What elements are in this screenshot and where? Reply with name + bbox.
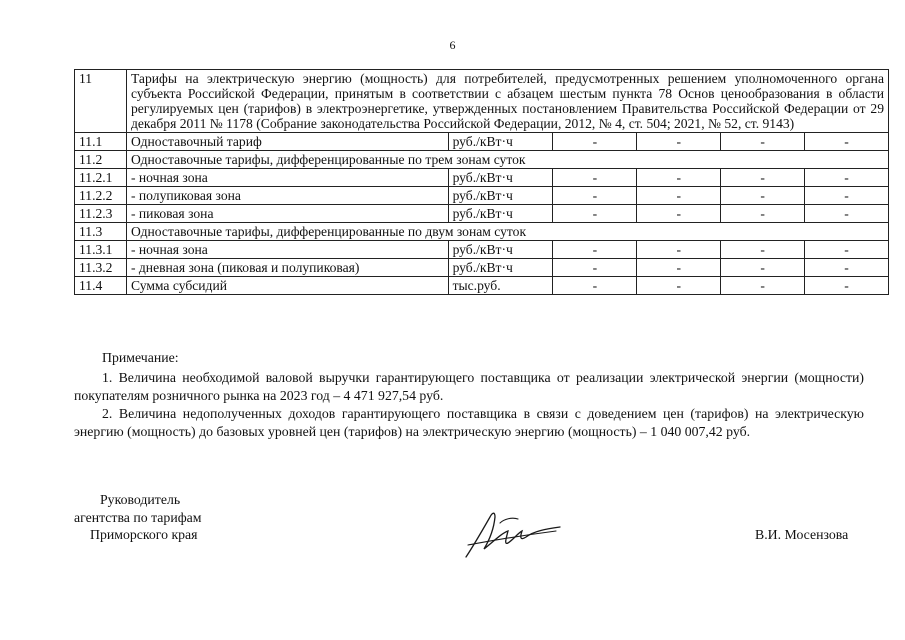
row-name: - дневная зона (пиковая и полупиковая): [126, 259, 448, 277]
row-name: - пиковая зона: [126, 205, 448, 223]
row-value: -: [805, 259, 889, 277]
table-row: [75, 241, 889, 259]
row-number: 11: [75, 70, 127, 133]
table-row: [75, 133, 889, 151]
row-value: -: [553, 169, 637, 187]
note-item-2: 2. Величина недополученных доходов гарантирующего поставщика в связи с доведением цен (тарифов) на электрическую энергию (мощность) до базовых уровней цен (тарифов) на электрическую энергию (мощность) – 1 040 007,42 руб.: [74, 406, 864, 439]
row-value: -: [721, 259, 805, 277]
table-row: [75, 169, 889, 187]
row-value: -: [637, 187, 721, 205]
row-value: -: [805, 205, 889, 223]
row-group-name: Одноставочные тарифы, дифференцированные по трем зонам суток: [126, 151, 888, 169]
signatory-line-3: Приморского края: [90, 527, 198, 542]
row-unit: руб./кВт·ч: [448, 169, 553, 187]
table-row: [75, 187, 889, 205]
row-value: -: [637, 205, 721, 223]
table-row-section: [75, 70, 889, 133]
table-row-group: [75, 151, 889, 169]
row-value: -: [637, 277, 721, 295]
row-group-name: Одноставочные тарифы, дифференцированные по двум зонам суток: [126, 223, 888, 241]
row-value: -: [721, 169, 805, 187]
handwritten-signature: [460, 505, 565, 563]
row-name: - ночная зона: [126, 169, 448, 187]
row-unit: тыс.руб.: [448, 277, 553, 295]
row-value: -: [553, 259, 637, 277]
row-value: -: [553, 187, 637, 205]
row-value: -: [637, 133, 721, 151]
row-unit: руб./кВт·ч: [448, 187, 553, 205]
row-value: -: [637, 259, 721, 277]
row-value: -: [553, 205, 637, 223]
row-value: -: [805, 187, 889, 205]
row-number: 11.3.1: [75, 241, 127, 259]
tariff-table: [74, 69, 889, 295]
row-number: 11.1: [75, 133, 127, 151]
table-row-group: [75, 223, 889, 241]
row-value: -: [553, 277, 637, 295]
row-name: - ночная зона: [126, 241, 448, 259]
row-name: Одноставочный тариф: [126, 133, 448, 151]
row-unit: руб./кВт·ч: [448, 205, 553, 223]
signatory-line-1: Руководитель: [100, 492, 181, 507]
row-number: 11.3: [75, 223, 127, 241]
row-number: 11.2: [75, 151, 127, 169]
row-name: Сумма субсидий: [126, 277, 448, 295]
row-value: -: [637, 169, 721, 187]
table-row: [75, 277, 889, 295]
table-row: [75, 205, 889, 223]
row-name: - полупиковая зона: [126, 187, 448, 205]
signatory-name: В.И. Мосензова: [755, 527, 849, 542]
row-value: -: [805, 169, 889, 187]
row-value: -: [721, 133, 805, 151]
row-value: -: [637, 241, 721, 259]
row-unit: руб./кВт·ч: [448, 133, 553, 151]
row-value: -: [721, 187, 805, 205]
signatory-position: [74, 491, 202, 544]
row-value: -: [553, 133, 637, 151]
row-number: 11.2.1: [75, 169, 127, 187]
row-number: 11.3.2: [75, 259, 127, 277]
notes-title: Примечание:: [102, 350, 179, 365]
row-value: -: [721, 205, 805, 223]
row-value: -: [805, 241, 889, 259]
table-row: [75, 259, 889, 277]
row-number: 11.2.2: [75, 187, 127, 205]
row-unit: руб./кВт·ч: [448, 241, 553, 259]
row-number: 11.4: [75, 277, 127, 295]
notes-section: [74, 349, 864, 441]
row-value: -: [805, 133, 889, 151]
signatory-line-2: агентства по тарифам: [74, 509, 202, 525]
section-description: Тарифы на электрическую энергию (мощность) для потребителей, предусмотренных решением уполномоченного органа субъекта Российской Федерации, принятым в соответствии с абзацем шестым пункта 78 Основ ценообразования в области регулируемых цен (тарифов) в электроэнергетике, утвержденных постановлением Правительства Российской Федерации от 29 декабря 2011 № 1178 (Собрание законодательства Российской Федерации, 2012, № 4, ст. 504; 2021, № 52, ст. 9143): [126, 70, 888, 133]
row-value: -: [721, 241, 805, 259]
row-value: -: [721, 277, 805, 295]
row-value: -: [553, 241, 637, 259]
page-number: 6: [449, 38, 456, 52]
note-item-1: 1. Величина необходимой валовой выручки гарантирующего поставщика от реализации электрической энергии (мощности) покупателям розничного рынка на 2023 год – 4 471 927,54 руб.: [74, 370, 864, 403]
row-value: -: [805, 277, 889, 295]
row-number: 11.2.3: [75, 205, 127, 223]
row-unit: руб./кВт·ч: [448, 259, 553, 277]
